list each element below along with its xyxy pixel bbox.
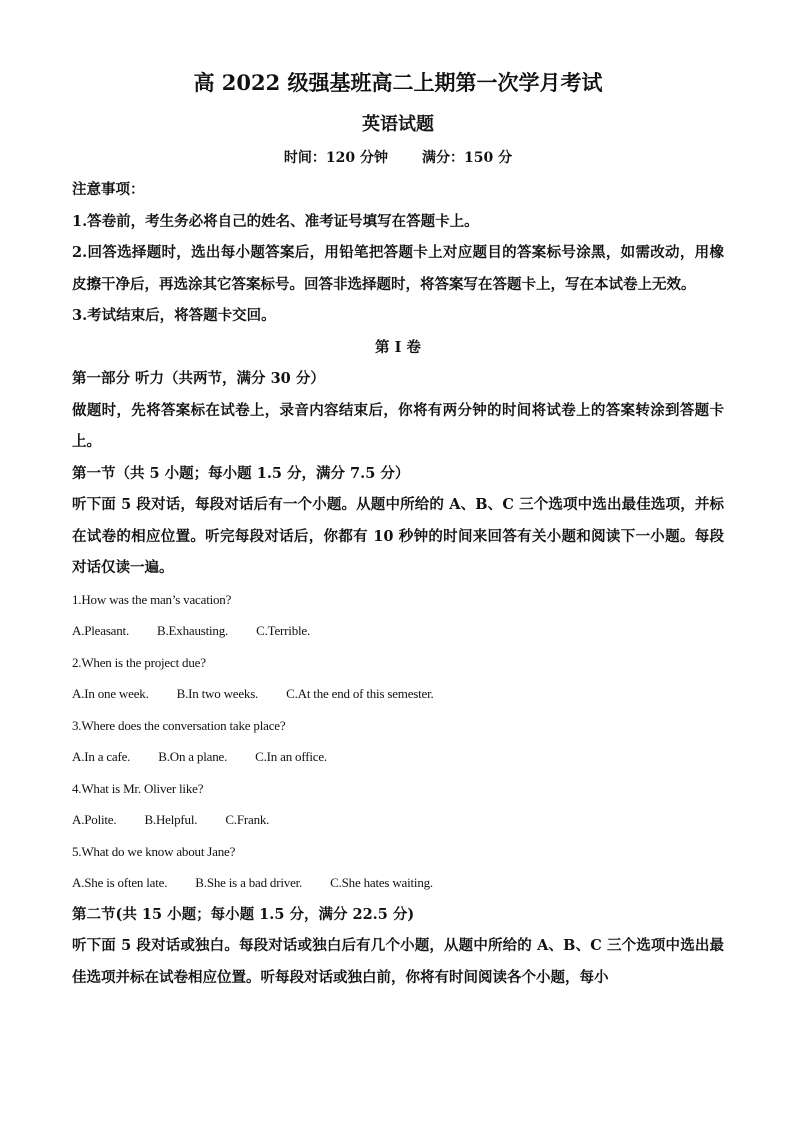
section2-heading: 第二节(共 15 小题；每小题 1.5 分，满分 22.5 分) [72, 905, 415, 923]
option-c: C.At the end of this semester. [286, 686, 434, 701]
question-options [72, 678, 724, 710]
option-a: A.She is often late. [72, 875, 168, 890]
option-a: A.In a cafe. [72, 749, 131, 764]
option-c: C.Terrible. [256, 623, 311, 638]
question-list [72, 584, 724, 899]
section1-heading: 第一节（共 5 小题；每小题 1.5 分，满分 7.5 分） [72, 464, 410, 482]
notice-item: 2.回答选择题时，选出每小题答案后，用铅笔把答题卡上对应题目的答案标号涂黑，如需改动，用橡皮擦干净后，再选涂其它答案标号。回答非选择题时，将答案写在答题卡上，写在本试卷上无效。 [72, 244, 724, 293]
part1-heading: 第一部分 听力（共两节，满分 30 分） [72, 370, 325, 387]
option-a: A.Polite. [72, 812, 117, 827]
question-text: 1.How was the man’s vacation? [72, 591, 232, 607]
score-label: 满分：150 分 [422, 150, 513, 166]
question-options [72, 615, 724, 647]
question-text: 2.When is the project due? [72, 654, 206, 670]
option-c: C.In an office. [255, 749, 327, 764]
option-c: C.She hates waiting. [330, 875, 433, 890]
question-text: 4.What is Mr. Oliver like? [72, 780, 204, 796]
option-b: B.Exhausting. [157, 623, 229, 638]
exam-title: 高 2022 级强基班高二上期第一次学月考试 [193, 70, 603, 95]
section2-instruction: 听下面 5 段对话或独白。每段对话或独白后有几个小题，从题中所给的 A、B、C 三个选项中选出最佳选项并标在试卷相应位置。听每段对话或独白前，你将有时间阅读各个小题，每小 [72, 937, 724, 986]
exam-meta [72, 148, 724, 168]
section1-instruction: 听下面 5 段对话，每段对话后有一个小题。从题中所给的 A、B、C 三个选项中选出最佳选项，并标在试卷的相应位置。听完每段对话后，你都有 10 秒钟的时间来回答有关小题和阅读下一小题。每段对话仅读一遍。 [72, 496, 724, 576]
exam-subject: 英语试题 [362, 114, 434, 135]
option-a: A.Pleasant. [72, 623, 130, 638]
question-options [72, 804, 724, 836]
question-options [72, 867, 724, 899]
option-b: B.On a plane. [158, 749, 228, 764]
option-b: B.She is a bad driver. [195, 875, 303, 890]
notice-heading: 注意事项： [72, 181, 145, 198]
volume-heading: 第 I 卷 [375, 338, 421, 356]
option-b: B.Helpful. [144, 812, 198, 827]
notice-item: 3.考试结束后，将答题卡交回。 [72, 307, 276, 324]
question-text: 3.Where does the conversation take place? [72, 717, 286, 733]
time-label: 时间：120 分钟 [283, 150, 388, 166]
option-c: C.Frank. [225, 812, 270, 827]
notice-block [72, 174, 724, 332]
question-options [72, 741, 724, 773]
option-a: A.In one week. [72, 686, 149, 701]
option-b: B.In two weeks. [176, 686, 259, 701]
exam-page [72, 68, 724, 993]
question-text: 5.What do we know about Jane? [72, 843, 236, 859]
notice-item: 1.答卷前，考生务必将自己的姓名、准考证号填写在答题卡上。 [72, 212, 479, 230]
part1-instruction: 做题时，先将答案标在试卷上，录音内容结束后，你将有两分钟的时间将试卷上的答案转涂到答题卡上。 [72, 401, 724, 450]
